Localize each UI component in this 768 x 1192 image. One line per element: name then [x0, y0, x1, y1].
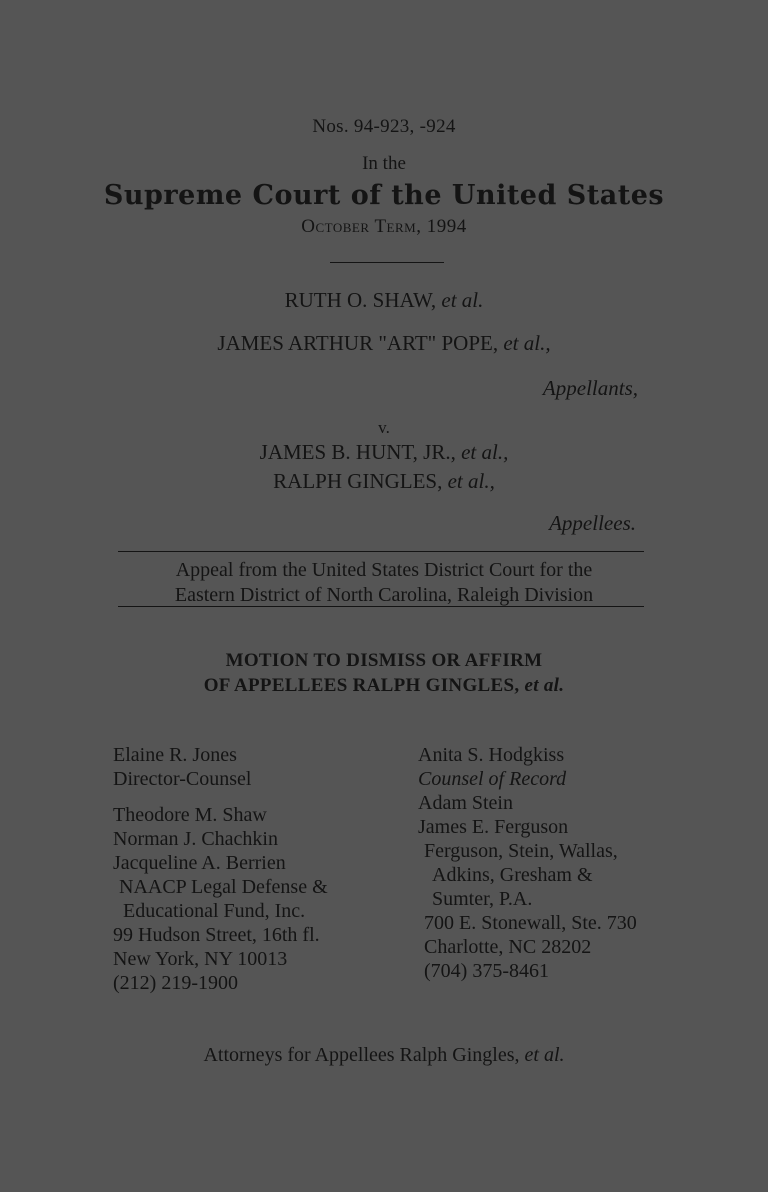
short-divider: [330, 262, 444, 263]
appellee-1-name: JAMES B. HUNT, JR.,: [259, 440, 456, 464]
motion-title-line-2: [0, 675, 768, 697]
counsel-left-line: Theodore M. Shaw: [113, 804, 267, 826]
counsel-right-line: Sumter, P.A.: [432, 888, 533, 910]
in-the-label: In the: [362, 153, 406, 174]
appellant-1-suffix: et al.: [441, 288, 484, 312]
appeal-bottom-rule: [118, 606, 644, 607]
appellee-1: [0, 440, 768, 465]
appeal-line-1: Appeal from the United States District Court for the: [175, 559, 593, 581]
counsel-right-block: [418, 743, 637, 983]
appellees-role: [549, 511, 636, 536]
motion-title-suffix: et al.: [524, 675, 565, 696]
court-term: October Term, 1994: [301, 216, 467, 237]
counsel-left-line: Director-Counsel: [113, 768, 252, 790]
attorneys-for-suffix: et al.: [524, 1044, 565, 1066]
counsel-left-line: New York, NY 10013: [113, 948, 288, 970]
appellees-role-text: Appellees.: [549, 511, 636, 535]
motion-title-main: OF APPELLEES RALPH GINGLES,: [203, 675, 520, 696]
attorneys-for: [0, 1044, 768, 1067]
attorneys-for-main: Attorneys for Appellees Ralph Gingles,: [203, 1044, 520, 1066]
counsel-left-line: NAACP Legal Defense &: [119, 876, 328, 898]
counsel-left-line: Elaine R. Jones: [113, 744, 237, 766]
counsel-right-line: Counsel of Record: [418, 768, 567, 790]
appellee-2-suffix: et al.,: [447, 469, 495, 493]
counsel-right-line: Ferguson, Stein, Wallas,: [424, 840, 618, 862]
counsel-left-line: Educational Fund, Inc.: [123, 900, 306, 922]
counsel-left-line: 99 Hudson Street, 16th fl.: [113, 924, 320, 946]
counsel-left-block: [113, 743, 328, 995]
court-name: Supreme Court of the United States: [103, 180, 665, 211]
appellant-1: [0, 288, 768, 313]
counsel-left-line: Norman J. Chachkin: [113, 828, 278, 850]
counsel-right-line: Anita S. Hodgkiss: [418, 744, 565, 766]
appellants-role: [543, 376, 638, 401]
counsel-right-line: (704) 375-8461: [424, 960, 549, 982]
counsel-left-line: (212) 219-1900: [113, 972, 238, 994]
appellant-2: [0, 331, 768, 356]
counsel-left-line: Jacqueline A. Berrien: [113, 852, 286, 874]
appellee-2-name: RALPH GINGLES,: [273, 469, 443, 493]
appellants-role-text: Appellants,: [542, 376, 638, 400]
versus: v.: [378, 418, 390, 437]
appellee-2: [0, 469, 768, 494]
appellee-1-suffix: et al.,: [461, 440, 509, 464]
counsel-right-line: Adam Stein: [418, 792, 513, 814]
appellant-2-suffix: et al.,: [503, 331, 551, 355]
counsel-right-line: Adkins, Gresham &: [432, 864, 593, 886]
appellant-2-name: JAMES ARTHUR "ART" POPE,: [217, 331, 499, 355]
counsel-right-line: Charlotte, NC 28202: [424, 936, 592, 958]
counsel-right-line: James E. Ferguson: [418, 816, 569, 838]
counsel-left-spacer: [113, 791, 328, 803]
motion-title-line-1: MOTION TO DISMISS OR AFFIRM: [225, 650, 543, 671]
counsel-right-line: 700 E. Stonewall, Ste. 730: [424, 912, 637, 934]
appeal-line-2: Eastern District of North Carolina, Raleigh Division: [174, 584, 594, 606]
case-numbers: Nos. 94-923, -924: [312, 116, 456, 137]
appellant-1-name: RUTH O. SHAW,: [284, 288, 437, 312]
appeal-top-rule: [118, 551, 644, 552]
